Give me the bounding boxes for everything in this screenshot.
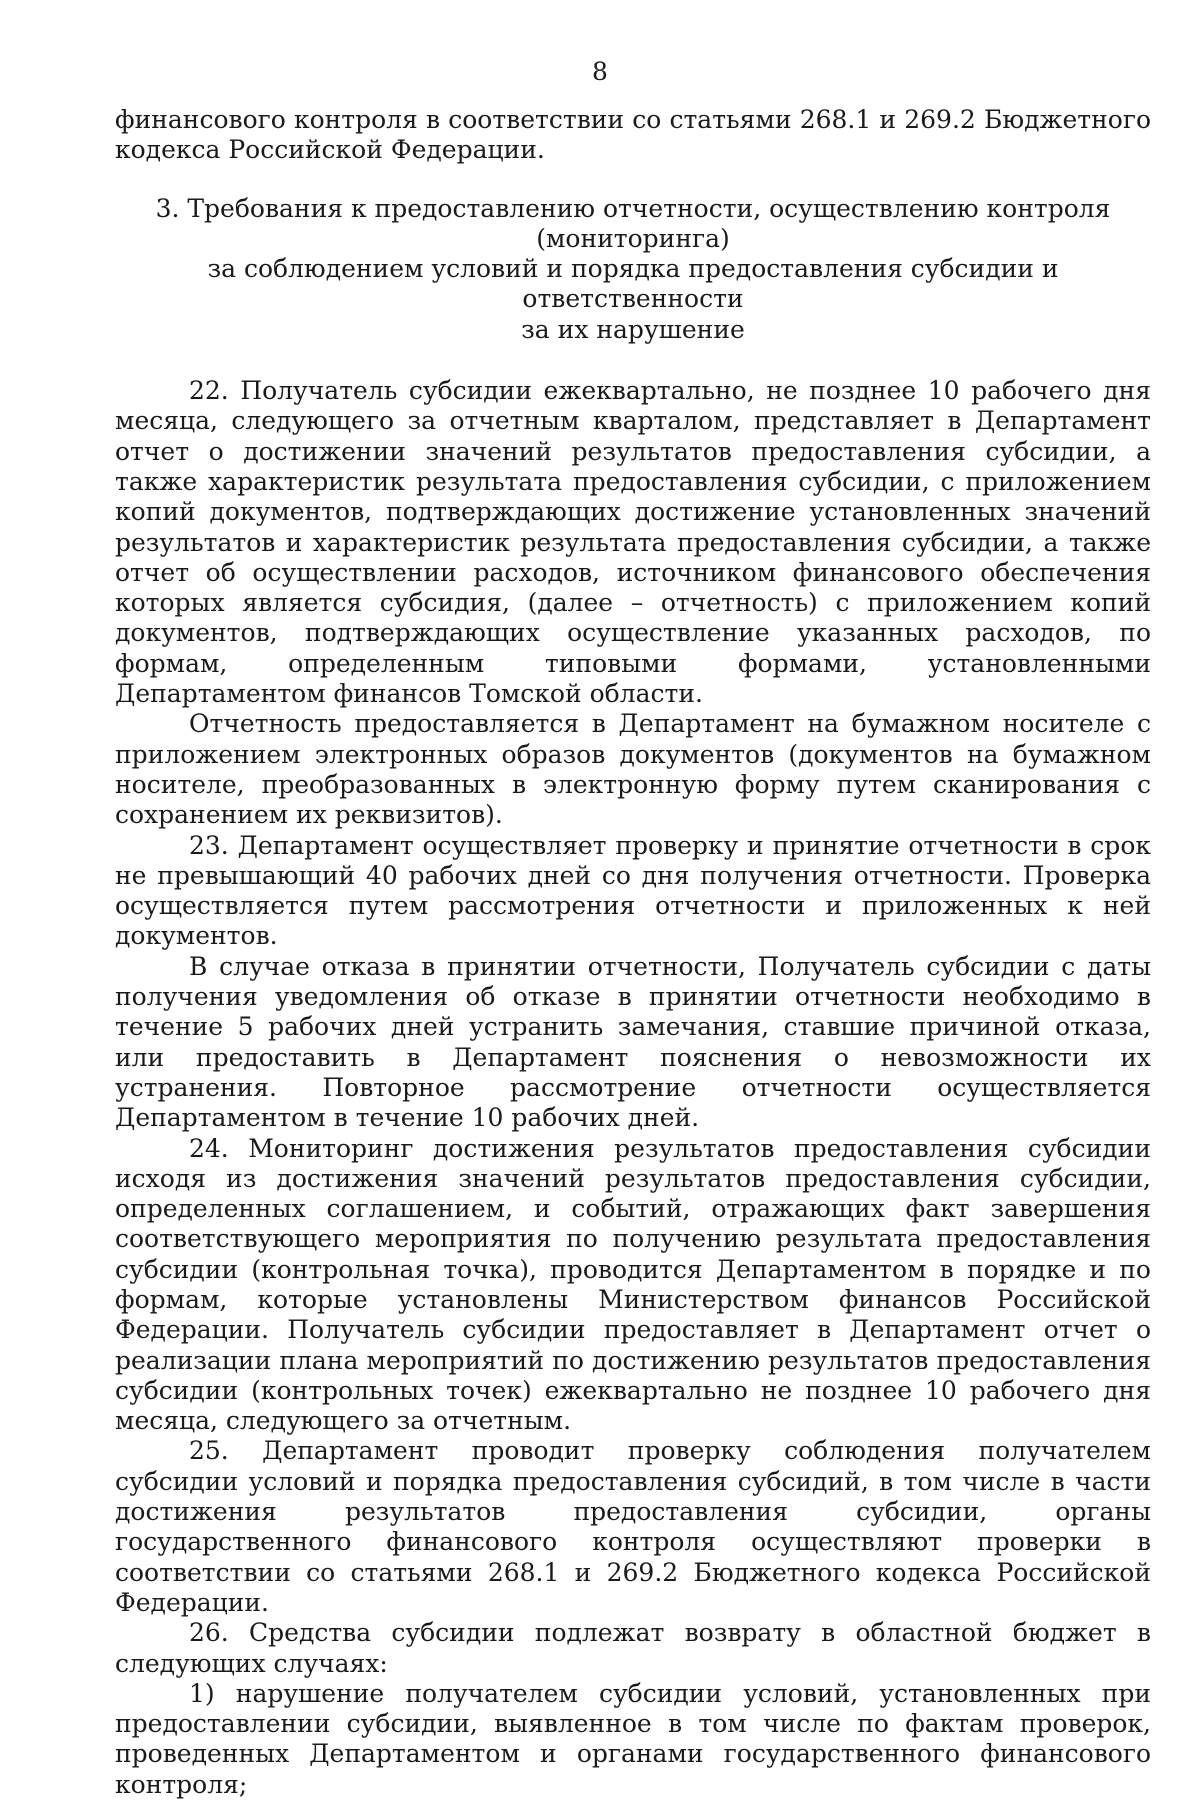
section-heading bbox=[115, 194, 1151, 345]
section-heading-line: за их нарушение bbox=[521, 314, 745, 344]
paragraph-26: 26. Средства субсидии подлежат возврату в областной бюджет в следующих случаях: bbox=[115, 1618, 1151, 1678]
paragraph-24: 24. Мониторинг достижения результатов предоставления субсидии исходя из достижения значений результатов предоставления субсидии, определенных соглашением, и событий, отражающих факт завершения соответствующего мероприятия по получению результата предоставления субсидии (контрольная точка), проводится Департаментом в порядке и по формам, которые установлены Министерством финансов Российской Федерации. Получатель субсидии предоставляет в Департамент отчет о реализации плана мероприятий по достижению результатов предоставления субсидии (контрольных точек) ежеквартально не позднее 10 рабочего дня месяца, следующего за отчетным. bbox=[115, 1133, 1151, 1436]
continuation-paragraph: финансового контроля в соответствии со статьями 268.1 и 269.2 Бюджетного кодекса Российской Федерации. bbox=[115, 105, 1151, 165]
paragraph-refusal: В случае отказа в принятии отчетности, Получатель субсидии с даты получения уведомления об отказе в принятии отчетности необходимо в течение 5 рабочих дней устранить замечания, ставшие причиной отказа, или предоставить в Департамент пояснения о невозможности их устранения. Повторное рассмотрение отчетности осуществляется Департаментом в течение 10 рабочих дней. bbox=[115, 951, 1151, 1133]
document-body bbox=[115, 105, 1151, 1800]
page-number: 8 bbox=[592, 57, 608, 86]
paragraph-22: 22. Получатель субсидии ежеквартально, не позднее 10 рабочего дня месяца, следующего за отчетным кварталом, представляет в Департамент отчет о достижении значений результатов предоставления субсидии, а также характеристик результата предоставления субсидии, с приложением копий документов, подтверждающих достижение установленных значений результатов и характеристик результата предоставления субсидии, а также отчет об осуществлении расходов, источником финансового обеспечения которых является субсидия, (далее – отчетность) с приложением копий документов, подтверждающих осуществление указанных расходов, по формам, определенным типовыми формами, установленными Департаментом финансов Томской области. bbox=[115, 376, 1151, 709]
paragraph-reporting-format: Отчетность предоставляется в Департамент на бумажном носителе с приложением электронных образов документов (документов на бумажном носителе, преобразованных в электронную форму путем сканирования с сохранением их реквизитов). bbox=[115, 709, 1151, 830]
list-item-1: 1) нарушение получателем субсидии условий, установленных при предоставлении субсидии, выявленное в том числе по фактам проверок, проведенных Департаментом и органами государственного финансового контроля; bbox=[115, 1678, 1151, 1799]
section-heading-line: за соблюдением условий и порядка предоставления субсидии и ответственности bbox=[207, 254, 1059, 314]
paragraph-25: 25. Департамент проводит проверку соблюдения получателем субсидии условий и порядка предоставления субсидий, в том числе в части достижения результатов предоставления субсидии, органы государственного финансового контроля осуществляют проверки в соответствии со статьями 268.1 и 269.2 Бюджетного кодекса Российской Федерации. bbox=[115, 1436, 1151, 1617]
paragraph-23: 23. Департамент осуществляет проверку и принятие отчетности в срок не превышающий 40 рабочих дней со дня получения отчетности. Проверка осуществляется путем рассмотрения отчетности и приложенных к ней документов. bbox=[115, 830, 1151, 951]
section-heading-line: 3. Требования к предоставлению отчетности, осуществлению контроля (мониторинга) bbox=[155, 193, 1111, 253]
